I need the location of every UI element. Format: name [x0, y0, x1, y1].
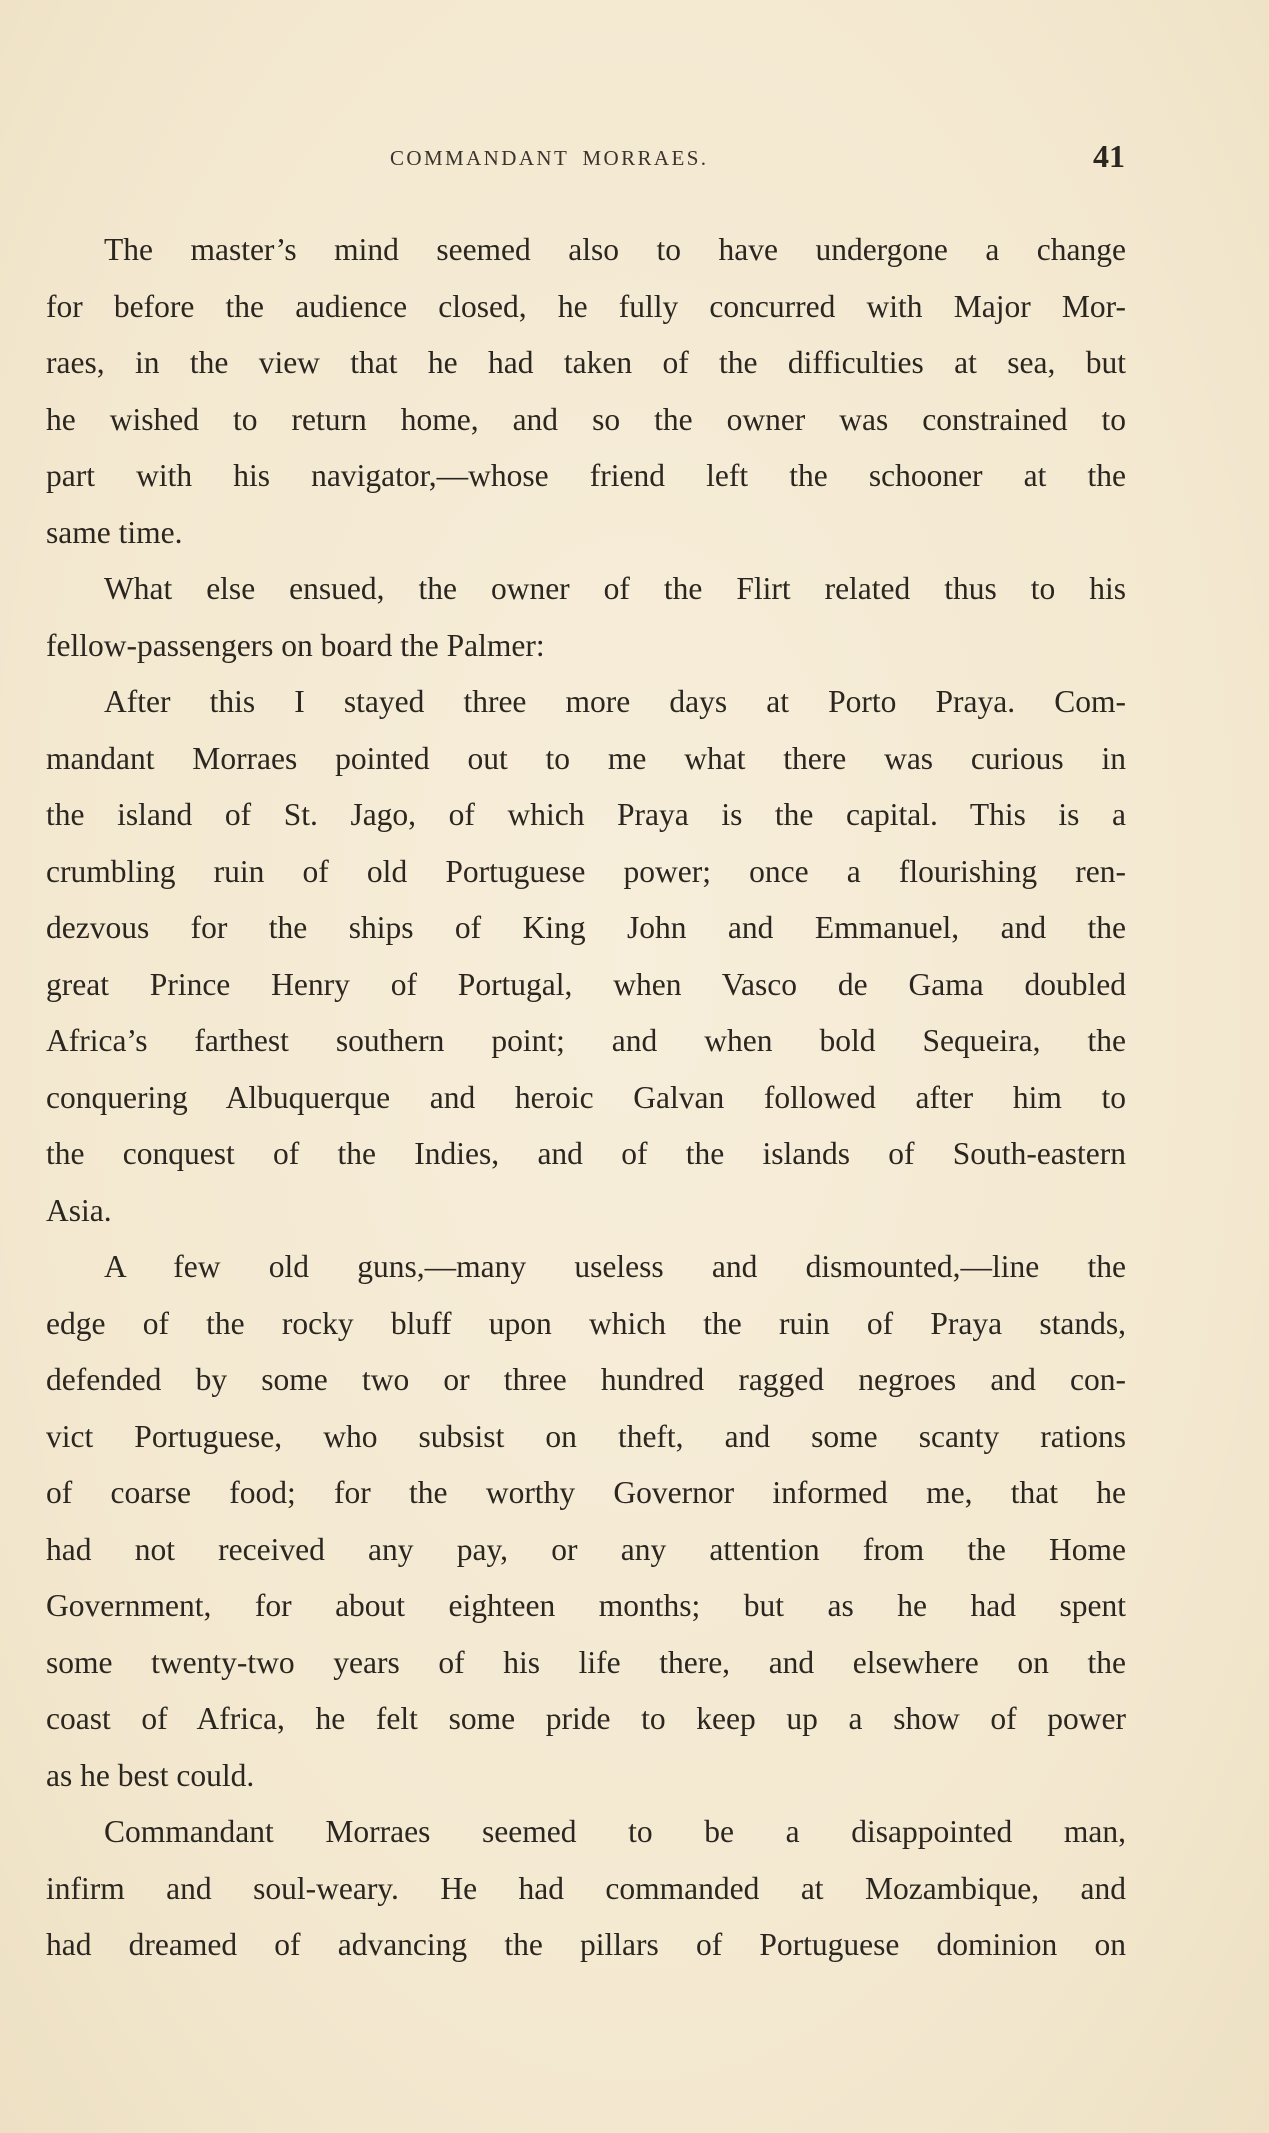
text-line: mandant Morraes pointed out to me what there was curious in	[46, 740, 1126, 776]
text-line: Asia.	[46, 1192, 112, 1228]
page-number: 41	[1093, 138, 1125, 174]
text-line: fellow-passengers on board the Palmer:	[46, 627, 545, 663]
text-line: defended by some two or three hundred ragged negroes and con-	[46, 1362, 1126, 1397]
text-line: Africa’s farthest southern point; and when bold Sequeira, the	[46, 1023, 1126, 1058]
text-line: had dreamed of advancing the pillars of Portuguese dominion on	[46, 1927, 1126, 1962]
text-line: After this I stayed three more days at Porto Praya. Com-	[104, 684, 1126, 719]
text-line: of coarse food; for the worthy Governor informed me, that he	[46, 1475, 1126, 1510]
text-line: great Prince Henry of Portugal, when Vasco de Gama doubled	[46, 966, 1126, 1002]
text-line: Commandant Morraes seemed to be a disappointed man,	[104, 1814, 1126, 1849]
text-line: A few old guns,—many useless and dismounted,—line the	[104, 1249, 1126, 1284]
text-line: dezvous for the ships of King John and Emmanuel, and the	[46, 910, 1126, 945]
text-line: coast of Africa, he felt some pride to keep up a show of power	[46, 1701, 1126, 1736]
text-line: raes, in the view that he had taken of the difficulties at sea, but	[46, 345, 1126, 380]
text-line: part with his navigator,—whose friend left the schooner at the	[46, 458, 1126, 493]
text-line: had not received any pay, or any attention from the Home	[46, 1531, 1126, 1567]
running-head-title: COMMANDANT MORRAES.	[390, 146, 709, 170]
text-line: as he best could.	[46, 1757, 255, 1793]
text-line: conquering Albuquerque and heroic Galvan followed after him to	[46, 1079, 1126, 1115]
text-line: Government, for about eighteen months; but as he had spent	[46, 1588, 1126, 1623]
text-line: crumbling ruin of old Portuguese power; once a flourishing ren-	[46, 853, 1126, 889]
text-line: infirm and soul-weary. He had commanded at Mozambique, and	[46, 1870, 1126, 1906]
text-line: vict Portuguese, who subsist on theft, and some scanty rations	[46, 1418, 1126, 1454]
text-line: for before the audience closed, he fully concurred with Major Mor-	[46, 288, 1126, 324]
running-head	[390, 140, 1125, 180]
text-line: some twenty-two years of his life there, and elsewhere on the	[46, 1644, 1126, 1680]
text-line: The master’s mind seemed also to have undergone a change	[104, 232, 1126, 267]
text-line: What else ensued, the owner of the Flirt related thus to his	[104, 571, 1126, 606]
text-line: he wished to return home, and so the owner was constrained to	[46, 401, 1126, 437]
text-line: the conquest of the Indies, and of the islands of South-eastern	[46, 1136, 1126, 1171]
text-line: same time.	[46, 514, 183, 550]
text-line: the island of St. Jago, of which Praya is the capital. This is a	[46, 797, 1126, 832]
text-line: edge of the rocky bluff upon which the ruin of Praya stands,	[46, 1305, 1126, 1341]
